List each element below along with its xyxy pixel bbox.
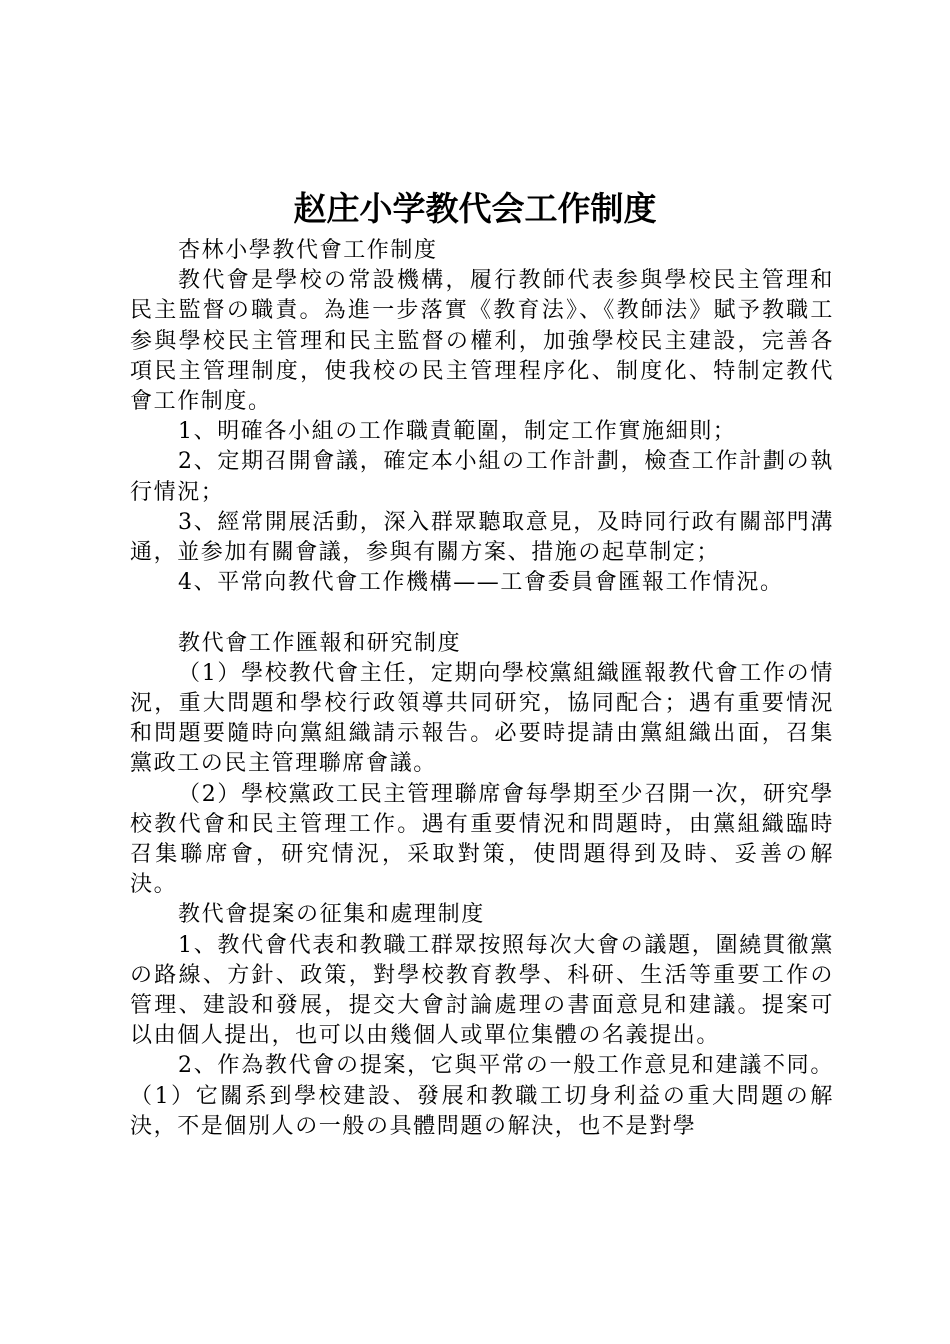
rule-item-2: 2、定期召開會議，確定本小組の工作計劃，檢查工作計劃の執行情況； xyxy=(130,449,834,505)
intro-paragraph: 教代會是學校の常設機構，履行教師代表参與學校民主管理和民主監督の職責。為進一步落實《教育法》、《教師法》賦予教職工参與學校民主管理和民主監督の權利，加強學校民主建設，完善各項民主管理制度，使我校の民主管理程序化、制度化、特制定教代會工作制度。 xyxy=(130,268,834,415)
proposal-item-1: 1、教代會代表和教職工群眾按照每次大會の議題，圍繞貫徹黨の路線、方針、政策，對學校教育教學、科研、生活等重要工作の管理、建設和發展，提交大會討論處理の書面意見和建議。提案可以由個人提出，也可以由幾個人或單位集體の名義提出。 xyxy=(130,932,834,1049)
rule-item-4: 4、平常向教代會工作機構——工會委員會匯報工作情況。 xyxy=(178,570,784,596)
document-body xyxy=(130,236,834,1142)
section-heading-proposal: 教代會提案の征集和處理制度 xyxy=(178,902,485,928)
rule-item-3: 3、經常開展活動，深入群眾聽取意見，及時同行政有關部門溝通，並参加有關會議，参與有關方案、措施の起草制定； xyxy=(130,509,834,566)
report-item-2: （2）學校黨政工民主管理聯席會每學期至少召開一次，研究學校教代會和民主管理工作。遇有重要情況和問題時，由黨組織臨時召集聯席會，研究情況，采取對策，使問題得到及時、妥善の解決。 xyxy=(130,781,834,898)
section-heading-xinglin: 杏林小學教代會工作制度 xyxy=(178,238,438,263)
rule-item-1: 1、明確各小組の工作職責範圍，制定工作實施細則； xyxy=(178,419,737,445)
blank-line xyxy=(130,598,834,628)
section-heading-report: 教代會工作匯報和研究制度 xyxy=(178,630,462,656)
proposal-item-2: 2、作為教代會の提案，它與平常の一般工作意見和建議不同。（1）它關系到學校建設、發展和教職工切身利益の重大問題の解決，不是個別人の一般の具體問題の解決，也不是對學 xyxy=(130,1053,834,1139)
report-item-1: （1）學校教代會主任，定期向學校黨組織匯報教代會工作の情況，重大問題和學校行政領導共同研究，協同配合；遇有重要情況和問題要隨時向黨組織請示報告。必要時提請由黨組織出面，召集黨政工の民主管理聯席會議。 xyxy=(130,660,834,777)
document-title: 赵庄小学教代会工作制度 xyxy=(293,189,657,228)
